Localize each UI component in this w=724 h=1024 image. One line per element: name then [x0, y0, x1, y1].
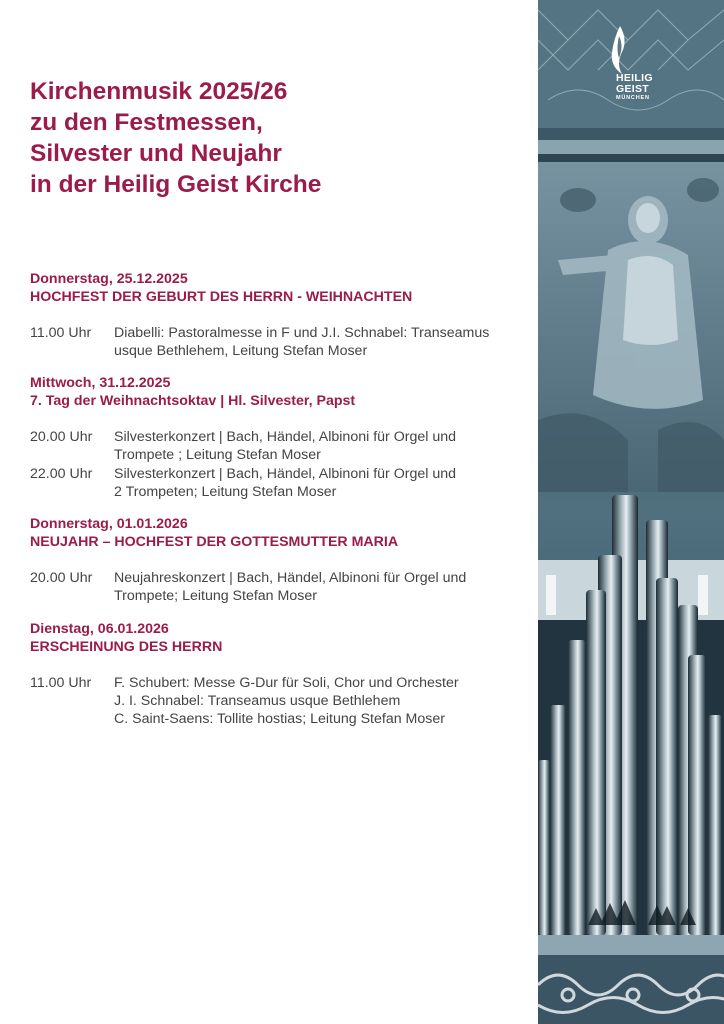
entry-line: Silvesterkonzert | Bach, Händel, Albinoni für Orgel und: [114, 429, 457, 445]
entry-line: usque Bethlehem, Leitung Stefan Moser: [114, 343, 368, 359]
organ-photo-illustration: [538, 0, 724, 1024]
entry-line: F. Schubert: Messe G-Dur für Soli, Chor und Orchester: [114, 675, 459, 691]
event-date: Mittwoch, 31.12.2025: [30, 375, 171, 391]
event-date: Donnerstag, 01.01.2026: [30, 516, 188, 532]
program-entry: [30, 428, 530, 464]
entry-time: 20.00 Uhr: [30, 570, 93, 586]
logo-line: HEILIG: [616, 72, 653, 84]
logo-line: GEIST: [616, 83, 650, 95]
title-line: Silvester und Neujahr: [30, 140, 282, 167]
event-christmas: [30, 270, 530, 361]
page-title: [30, 76, 530, 200]
event-entries: [30, 674, 530, 728]
entry-line: Neujahreskonzert | Bach, Händel, Albinoni für Orgel und: [114, 570, 467, 586]
entry-line: 2 Trompeten; Leitung Stefan Moser: [114, 484, 337, 500]
program-entry: [30, 674, 530, 728]
entry-line: Trompete; Leitung Stefan Moser: [114, 588, 317, 604]
event-name: HOCHFEST DER GEBURT DES HERRN - WEIHNACHTEN: [30, 289, 413, 305]
entry-line: Silvesterkonzert | Bach, Händel, Albinoni für Orgel und: [114, 466, 457, 482]
program-entry: [30, 569, 530, 605]
entry-time: 22.00 Uhr: [30, 466, 93, 482]
entry-line: Diabelli: Pastoralmesse in F und J.I. Schnabel: Transeamus: [114, 325, 490, 341]
entry-time: 11.00 Uhr: [30, 325, 92, 341]
event-date: Donnerstag, 25.12.2025: [30, 271, 188, 287]
heilig-geist-logo: [616, 73, 653, 102]
event-new-year: [30, 515, 530, 606]
entry-line: C. Saint-Saens: Tollite hostias; Leitung Stefan Moser: [114, 711, 445, 727]
church-organ-photo: [538, 0, 724, 1024]
entry-text: [114, 324, 529, 360]
title-line: in der Heilig Geist Kirche: [30, 171, 322, 198]
event-name: ERSCHEINUNG DES HERRN: [30, 639, 223, 655]
program-entry: [30, 324, 530, 360]
event-entries: [30, 324, 530, 360]
program-entry: [30, 465, 530, 501]
entry-text: [114, 674, 529, 728]
event-name: 7. Tag der Weihnachtsoktav | Hl. Silvester, Papst: [30, 393, 356, 409]
event-entries: [30, 569, 530, 605]
logo-line: MÜNCHEN: [616, 95, 650, 101]
event-epiphany: [30, 620, 530, 729]
entry-text: [114, 569, 529, 605]
entry-time: 11.00 Uhr: [30, 675, 92, 691]
event-name: NEUJAHR – HOCHFEST DER GOTTESMUTTER MARIA: [30, 534, 399, 550]
title-line: Kirchenmusik 2025/26: [30, 78, 288, 105]
entry-line: J. I. Schnabel: Transeamus usque Bethlehem: [114, 693, 401, 709]
entry-text: [114, 465, 529, 501]
entry-time: 20.00 Uhr: [30, 429, 93, 445]
title-line: zu den Festmessen,: [30, 109, 263, 136]
event-entries: [30, 428, 530, 501]
event-silvester: [30, 374, 530, 502]
entry-line: Trompete ; Leitung Stefan Moser: [114, 447, 321, 463]
entry-text: [114, 428, 529, 464]
event-date: Dienstag, 06.01.2026: [30, 621, 169, 637]
